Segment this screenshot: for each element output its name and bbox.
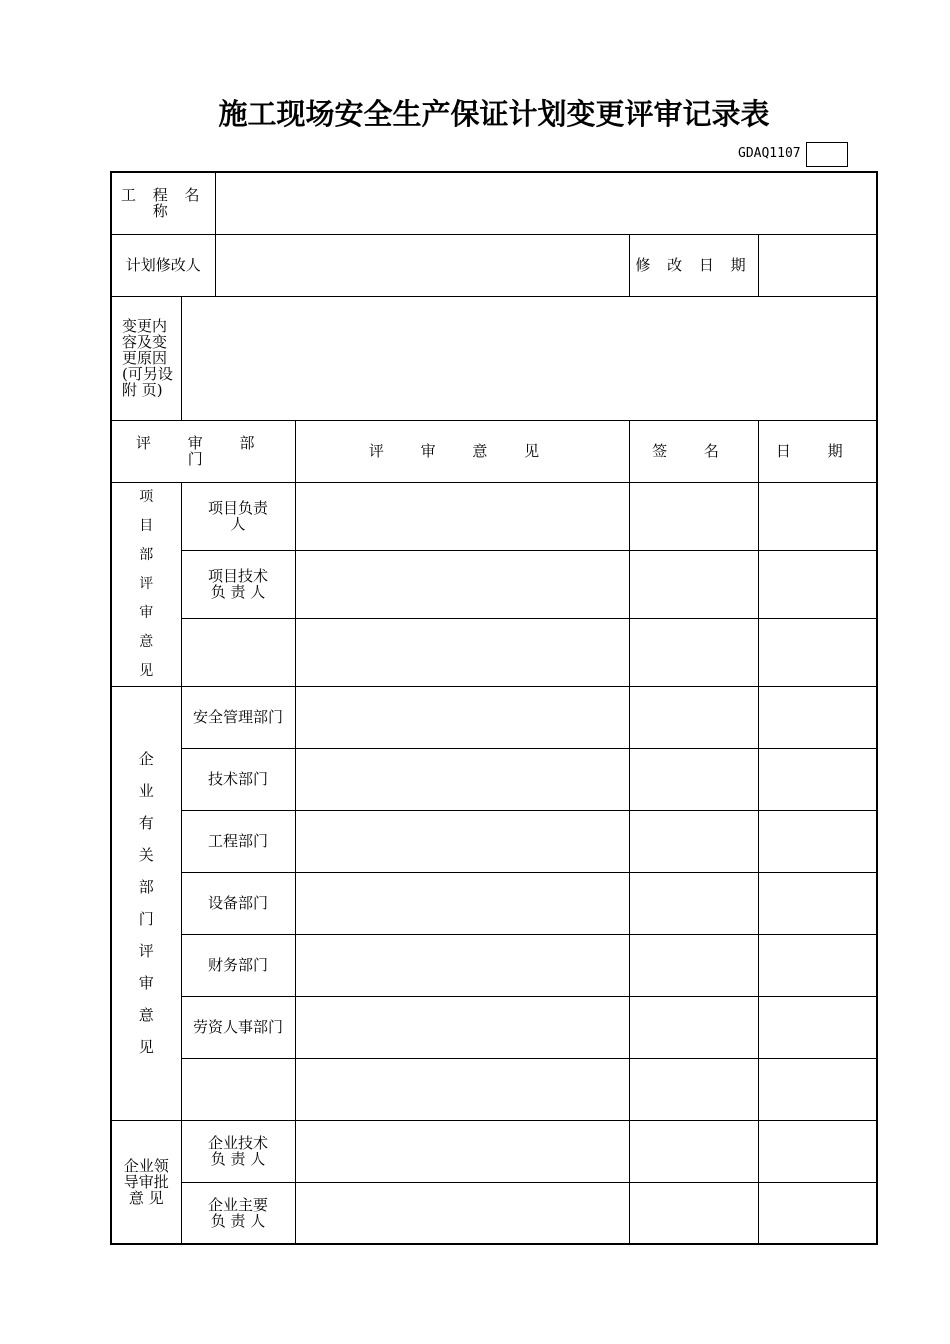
sign-field[interactable]	[629, 1182, 758, 1244]
leader-group-label: 企业领导审批意 见	[111, 1120, 181, 1244]
reviewer-label: 企业主要负 责 人	[181, 1182, 295, 1244]
change-content-row	[111, 296, 877, 420]
date-field[interactable]	[758, 996, 877, 1058]
review-row	[111, 618, 877, 686]
header-dept: 评 审 部 门	[111, 420, 295, 482]
review-row	[111, 686, 877, 748]
modify-date-label: 修 改 日 期	[629, 234, 758, 296]
opinion-field[interactable]	[295, 618, 629, 686]
reviewer-label: 项目技术负 责 人	[181, 550, 295, 618]
date-field[interactable]	[758, 1058, 877, 1120]
project-name-row	[111, 172, 877, 234]
sign-field[interactable]	[629, 748, 758, 810]
date-field[interactable]	[758, 872, 877, 934]
opinion-field[interactable]	[295, 934, 629, 996]
date-field[interactable]	[758, 686, 877, 748]
review-row	[111, 482, 877, 550]
date-field[interactable]	[758, 748, 877, 810]
project-group-label: 项目部评审意见	[111, 482, 181, 686]
review-row	[111, 1182, 877, 1244]
sign-field[interactable]	[629, 482, 758, 550]
sign-field[interactable]	[629, 550, 758, 618]
review-row	[111, 872, 877, 934]
reviewer-label: 项目负责人	[181, 482, 295, 550]
reviewer-label: 劳资人事部门	[181, 996, 295, 1058]
reviewer-label[interactable]	[181, 618, 295, 686]
header-opinion: 评 审 意 见	[295, 420, 629, 482]
company-group-label: 企业有关部门评审意见	[111, 686, 181, 1120]
sign-field[interactable]	[629, 810, 758, 872]
date-field[interactable]	[758, 1182, 877, 1244]
date-field[interactable]	[758, 1120, 877, 1182]
opinion-field[interactable]	[295, 550, 629, 618]
sign-field[interactable]	[629, 934, 758, 996]
review-row	[111, 1058, 877, 1120]
date-field[interactable]	[758, 550, 877, 618]
review-row	[111, 810, 877, 872]
review-header-row	[111, 420, 877, 482]
opinion-field[interactable]	[295, 1120, 629, 1182]
sign-field[interactable]	[629, 872, 758, 934]
reviewer-label: 财务部门	[181, 934, 295, 996]
form-code: GDAQ1107	[738, 146, 801, 161]
header-date: 日 期	[758, 420, 877, 482]
sign-field[interactable]	[629, 996, 758, 1058]
change-content-field[interactable]	[181, 296, 877, 420]
plan-modifier-row	[111, 234, 877, 296]
reviewer-label[interactable]	[181, 1058, 295, 1120]
change-content-label: 变更内容及变更原因(可另设附 页)	[111, 296, 181, 420]
review-form-table	[110, 171, 878, 1245]
project-name-field[interactable]	[215, 172, 877, 234]
opinion-field[interactable]	[295, 686, 629, 748]
date-field[interactable]	[758, 934, 877, 996]
opinion-field[interactable]	[295, 482, 629, 550]
sign-field[interactable]	[629, 618, 758, 686]
review-row	[111, 996, 877, 1058]
reviewer-label: 技术部门	[181, 748, 295, 810]
page-title: 施工现场安全生产保证计划变更评审记录表	[218, 97, 770, 131]
sign-field[interactable]	[629, 1120, 758, 1182]
opinion-field[interactable]	[295, 872, 629, 934]
form-code-box[interactable]	[806, 142, 848, 167]
opinion-field[interactable]	[295, 1182, 629, 1244]
review-row	[111, 550, 877, 618]
opinion-field[interactable]	[295, 1058, 629, 1120]
plan-modifier-label: 计划修改人	[111, 234, 215, 296]
reviewer-label: 工程部门	[181, 810, 295, 872]
reviewer-label: 安全管理部门	[181, 686, 295, 748]
opinion-field[interactable]	[295, 996, 629, 1058]
opinion-field[interactable]	[295, 748, 629, 810]
project-name-label: 工 程 名 称	[111, 172, 215, 234]
header-sign: 签 名	[629, 420, 758, 482]
reviewer-label: 设备部门	[181, 872, 295, 934]
reviewer-label: 企业技术负 责 人	[181, 1120, 295, 1182]
modify-date-field[interactable]	[758, 234, 877, 296]
review-row	[111, 1120, 877, 1182]
date-field[interactable]	[758, 482, 877, 550]
opinion-field[interactable]	[295, 810, 629, 872]
date-field[interactable]	[758, 618, 877, 686]
review-row	[111, 748, 877, 810]
sign-field[interactable]	[629, 686, 758, 748]
plan-modifier-field[interactable]	[215, 234, 629, 296]
date-field[interactable]	[758, 810, 877, 872]
review-row	[111, 934, 877, 996]
sign-field[interactable]	[629, 1058, 758, 1120]
